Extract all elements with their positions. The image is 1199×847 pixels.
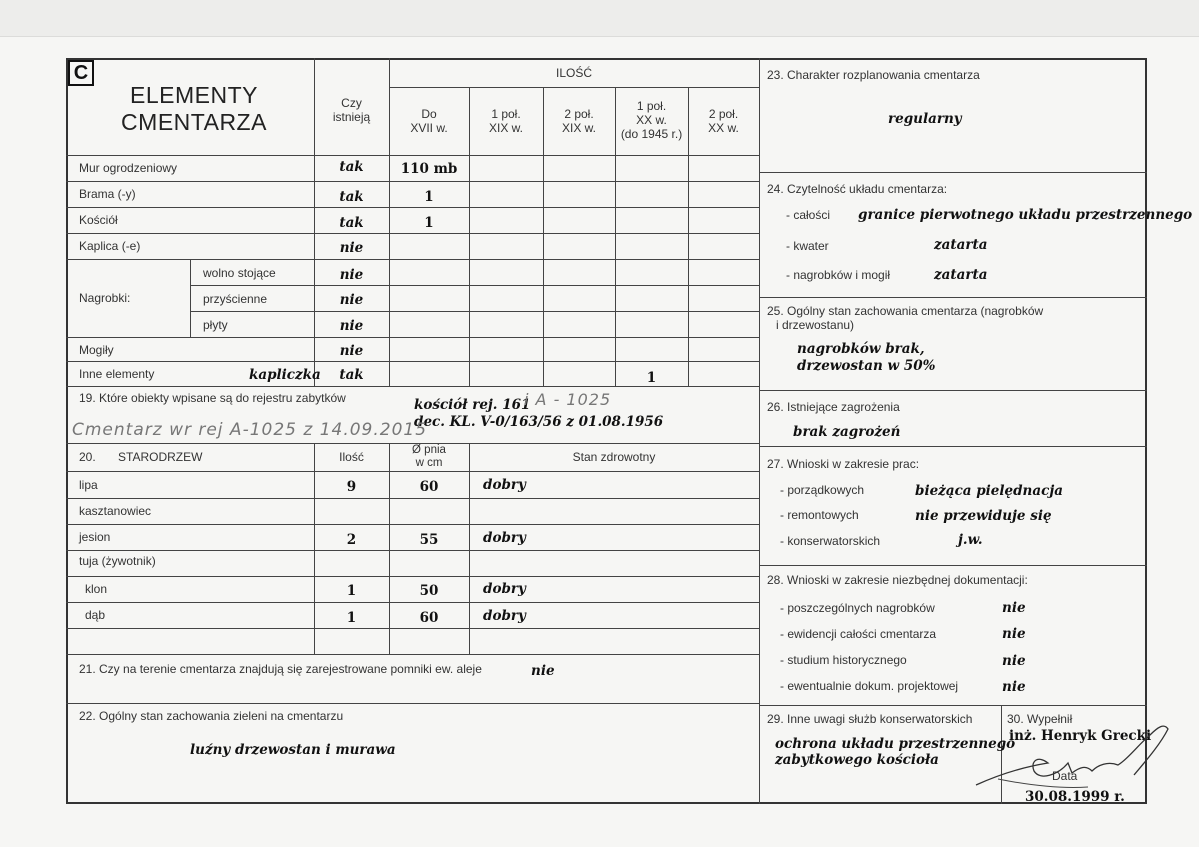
scan-edge (0, 0, 1199, 37)
tree-health: dobry (483, 581, 526, 597)
element-label: Mur ogrodzeniowy (79, 161, 178, 175)
tree-qty: 1 (346, 583, 357, 599)
q28-item-label: - studium historycznego (780, 653, 907, 667)
q20-label: STARODRZEW (118, 450, 203, 464)
nagrobki-type: płyty (203, 318, 228, 332)
period-l1: 1 poł. (491, 107, 521, 121)
q23-value: regularny (888, 111, 962, 127)
period-header (688, 107, 759, 135)
header-exists-l1: Czy (341, 96, 362, 110)
period-header (543, 107, 615, 135)
q27-label: 27. Wnioski w zakresie prac: (767, 457, 920, 471)
tree-diam: 55 (419, 532, 439, 548)
q24-item-label: - kwater (786, 239, 829, 253)
tree-name: kasztanowiec (79, 504, 152, 518)
inne-exists: tak (339, 367, 364, 383)
period-header (615, 99, 688, 141)
q27-item-value: bieżąca pielędnacja (915, 483, 1063, 499)
q19-pencil-note: i A - 1025 (524, 390, 612, 409)
q30-date: 30.08.1999 r. (1025, 789, 1125, 805)
q29-label: 29. Inne uwagi służb konserwatorskich (767, 712, 973, 726)
period-l2: XX w. (708, 121, 739, 135)
q20-col-health: Stan zdrowotny (572, 450, 656, 464)
period-l2: XVII w. (410, 121, 448, 135)
q24-item-value: granice pierwotnego układu przestrzennego (858, 207, 1193, 223)
form-title (96, 82, 292, 136)
q28-item-label: - ewidencji całości cmentarza (780, 627, 937, 641)
q27-item-value: nie przewiduje się (915, 508, 1052, 524)
tree-name: jesion (79, 530, 111, 544)
period-header (469, 107, 543, 135)
period-header (389, 107, 469, 135)
q26-value: brak zagrożeń (793, 424, 901, 440)
q25-value-l1: nagrobków brak, (797, 341, 925, 357)
q24-item-label: - nagrobków i mogił (786, 268, 891, 282)
q20-col-qty: Ilość (339, 450, 364, 464)
tree-name: lipa (79, 478, 98, 492)
q28-item-value: nie (1002, 626, 1026, 642)
period-l3: (do 1945 r.) (620, 127, 683, 141)
header-exists-l2: istnieją (332, 110, 371, 124)
inne-value: kapliczka (249, 367, 321, 383)
tree-qty: 2 (346, 532, 357, 548)
q24-item-value: zatarta (934, 267, 988, 283)
title-line-1: ELEMENTY (130, 82, 258, 108)
q26-label: 26. Istniejące zagrożenia (767, 400, 900, 414)
tree-diam: 60 (419, 479, 439, 495)
q28-item-value: nie (1002, 653, 1026, 669)
q27-item-label: - konserwatorskich (780, 534, 881, 548)
q24-item-value: zatarta (934, 237, 988, 253)
tree-name: klon (85, 582, 108, 596)
element-qty: 110 mb (400, 161, 458, 177)
tree-health: dobry (483, 530, 526, 546)
element-exists: tak (339, 189, 364, 205)
q25-value-l2: drzewostan w 50% (797, 358, 936, 374)
mogily-exists: nie (339, 343, 364, 359)
tree-health: dobry (483, 608, 526, 624)
q24-label: 24. Czytelność układu cmentarza: (767, 182, 948, 196)
q28-item-value: nie (1002, 679, 1026, 695)
nagrobki-exists: nie (339, 267, 364, 283)
q23-label: 23. Charakter rozplanowania cmentarza (767, 68, 980, 82)
q25-label-l1: 25. Ogólny stan zachowania cmentarza (nagrobków (767, 304, 1044, 318)
nagrobki-exists: nie (339, 318, 364, 334)
q27-item-label: - porządkowych (780, 483, 865, 497)
header-exists (314, 96, 389, 124)
tree-diam: 50 (419, 583, 439, 599)
q29-value-l1: ochrona układu przestrzennego (775, 736, 1016, 752)
q20-col-diam-l2: w cm (415, 457, 443, 469)
q22-value: luźny drzewostan i murawa (190, 742, 396, 758)
title-line-2: CMENTARZA (121, 109, 267, 135)
q20-col-diam-l1: Ø pnia (412, 444, 446, 456)
q27-item-label: - remontowych (780, 508, 859, 522)
q21-value: nie (531, 663, 555, 679)
q21-label: 21. Czy na terenie cmentarza znajdują się zarejestrowane pomniki ew. aleje (79, 662, 482, 676)
tree-health: dobry (483, 477, 526, 493)
element-label: Kościół (79, 213, 118, 227)
nagrobki-type: wolno stojące (203, 266, 276, 280)
header-quantity: ILOŚĆ (555, 66, 592, 80)
q24-item-label: - całości (786, 208, 831, 222)
q28-item-value: nie (1002, 600, 1026, 616)
element-exists: nie (339, 240, 364, 256)
q20-col-diam (389, 444, 469, 470)
nagrobki-type: przyścienne (203, 292, 268, 306)
tree-qty: 9 (346, 479, 357, 495)
element-label: Kaplica (-e) (79, 239, 141, 253)
mogily-label: Mogiły (79, 343, 114, 357)
period-l2: XIX w. (561, 121, 596, 135)
inne-qty: 1 (646, 370, 657, 386)
period-l1: 1 poł. (636, 99, 667, 113)
tree-name: tuja (żywotnik) (79, 554, 156, 568)
nagrobki-label: Nagrobki: (79, 291, 131, 305)
q22-label: 22. Ogólny stan zachowania zieleni na cmentarzu (79, 709, 344, 723)
signature-mark (968, 715, 1194, 810)
q19-line1: kościół rej. 161 (414, 397, 531, 413)
q28-label: 28. Wnioski w zakresie niezbędnej dokumentacji: (767, 573, 1028, 587)
q28-item-label: - ewentualnie dokum. projektowej (780, 679, 959, 693)
tree-diam: 60 (419, 610, 439, 626)
q30-date-label: Data (1052, 769, 1078, 783)
q19-pencil-annotation: Cmentarz wr rej A-1025 z 14.09.2015 (72, 420, 428, 440)
q19-label: 19. Które obiekty wpisane są do rejestru zabytków (79, 391, 346, 405)
q29-value-l2: zabytkowego kościoła (775, 752, 939, 768)
q20-number: 20. (79, 450, 96, 464)
nagrobki-exists: nie (339, 292, 364, 308)
tree-name: dąb (85, 608, 106, 622)
inne-label: Inne elementy (79, 367, 155, 381)
element-exists: tak (339, 159, 364, 175)
section-letter-box: C (68, 60, 94, 86)
tree-qty: 1 (346, 610, 357, 626)
period-l1: 2 poł. (564, 107, 594, 121)
q25-label-l2: i drzewostanu) (776, 318, 855, 332)
q30-name: inż. Henryk Grecki (1009, 728, 1152, 744)
period-l2: XIX w. (488, 121, 523, 135)
q30-label: 30. Wypełnił (1007, 712, 1073, 726)
q19-line2: dec. KL. V-0/163/56 z 01.08.1956 (414, 414, 664, 430)
period-l1: 2 poł. (708, 107, 739, 121)
element-qty: 1 (424, 215, 434, 231)
period-l1: Do (421, 107, 437, 121)
element-qty: 1 (424, 189, 434, 205)
element-label: Brama (-y) (79, 187, 136, 201)
period-l2: XX w. (636, 113, 667, 127)
element-exists: tak (339, 215, 364, 231)
q27-item-value: j.w. (958, 532, 983, 548)
q28-item-label: - poszczególnych nagrobków (780, 601, 935, 615)
